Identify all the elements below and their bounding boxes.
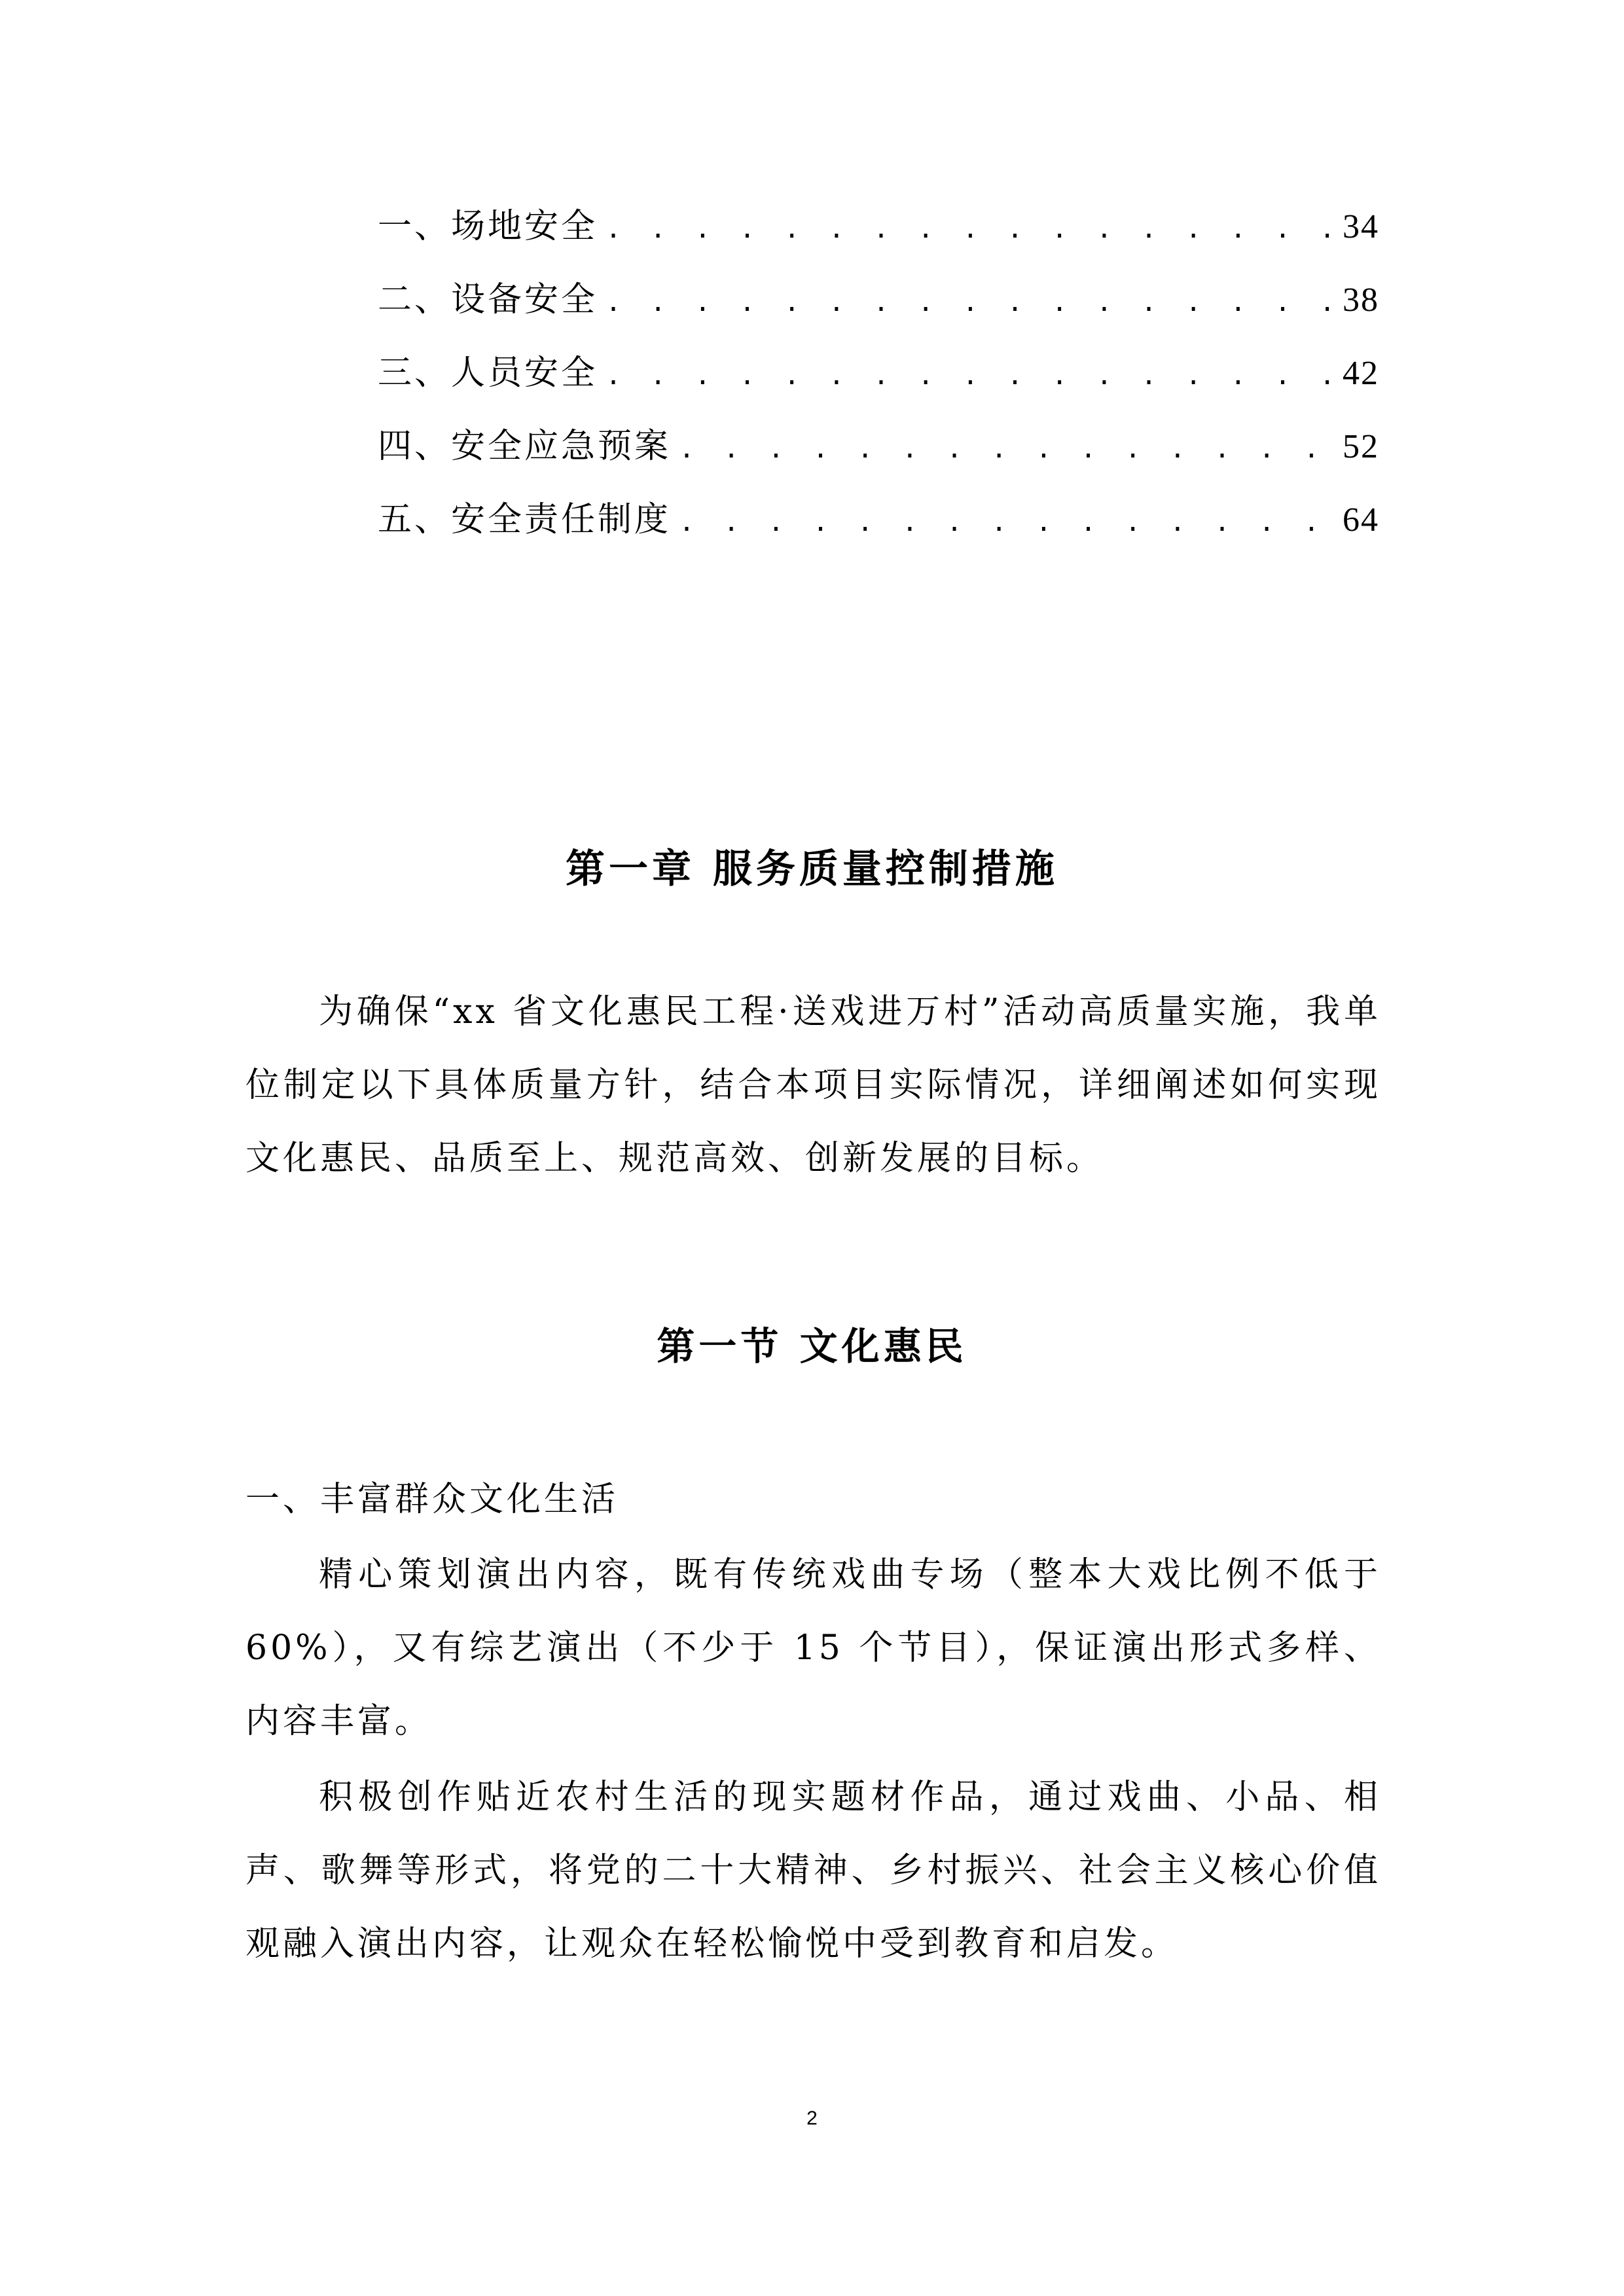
toc-entry[interactable] bbox=[378, 483, 1379, 556]
toc-entry[interactable] bbox=[378, 263, 1379, 336]
toc-entry-label: 五、安全责任制度 bbox=[378, 500, 672, 539]
toc-entry-page: 38 bbox=[1343, 281, 1379, 319]
chapter-intro-paragraph: 为确保“xx 省文化惠民工程·送戏进万村”活动高质量实施，我单位制定以下具体质量方针，结合本项目实际情况，详细阐述如何实现文化惠民、品质至上、规范高效、创新发展的目标。 bbox=[245, 992, 1381, 1178]
toc-entry-page: 64 bbox=[1343, 501, 1379, 539]
chapter-title: 第一章 服务质量控制措施 bbox=[566, 846, 1058, 892]
toc-entry-page: 42 bbox=[1343, 355, 1379, 392]
section-subheading: 一、丰富群众文化生活 bbox=[245, 1480, 619, 1519]
toc-entry[interactable] bbox=[378, 410, 1379, 483]
toc-dot-leader bbox=[679, 412, 1335, 486]
toc-entry-label: 四、安全应急预案 bbox=[378, 427, 672, 466]
toc-entry-page: 52 bbox=[1343, 428, 1379, 465]
toc-entry-label: 一、场地安全 bbox=[378, 207, 598, 246]
toc-entry-page: 34 bbox=[1343, 208, 1379, 245]
toc-entry[interactable] bbox=[378, 190, 1379, 263]
body-paragraph: 积极创作贴近农村生活的现实题材作品，通过戏曲、小品、相声、歌舞等形式，将党的二十大精神、乡村振兴、社会主义核心价值观融入演出内容，让观众在轻松愉悦中受到教育和启发。 bbox=[245, 1778, 1381, 1964]
body-paragraph: 精心策划演出内容，既有传统戏曲专场（整本大戏比例不低于 60%），又有综艺演出（不少于 15 个节目），保证演出形式多样、内容丰富。 bbox=[245, 1555, 1381, 1741]
toc-entry[interactable] bbox=[378, 336, 1379, 410]
toc-dot-leader bbox=[605, 266, 1335, 339]
table-of-contents bbox=[378, 190, 1379, 556]
toc-dot-leader bbox=[679, 486, 1335, 559]
toc-dot-leader bbox=[605, 192, 1335, 266]
toc-entry-label: 三、人员安全 bbox=[378, 353, 598, 393]
toc-entry-label: 二、设备安全 bbox=[378, 280, 598, 319]
page-number: 2 bbox=[806, 2108, 818, 2129]
toc-dot-leader bbox=[605, 339, 1335, 412]
section-title: 第一节 文化惠民 bbox=[657, 1324, 967, 1369]
